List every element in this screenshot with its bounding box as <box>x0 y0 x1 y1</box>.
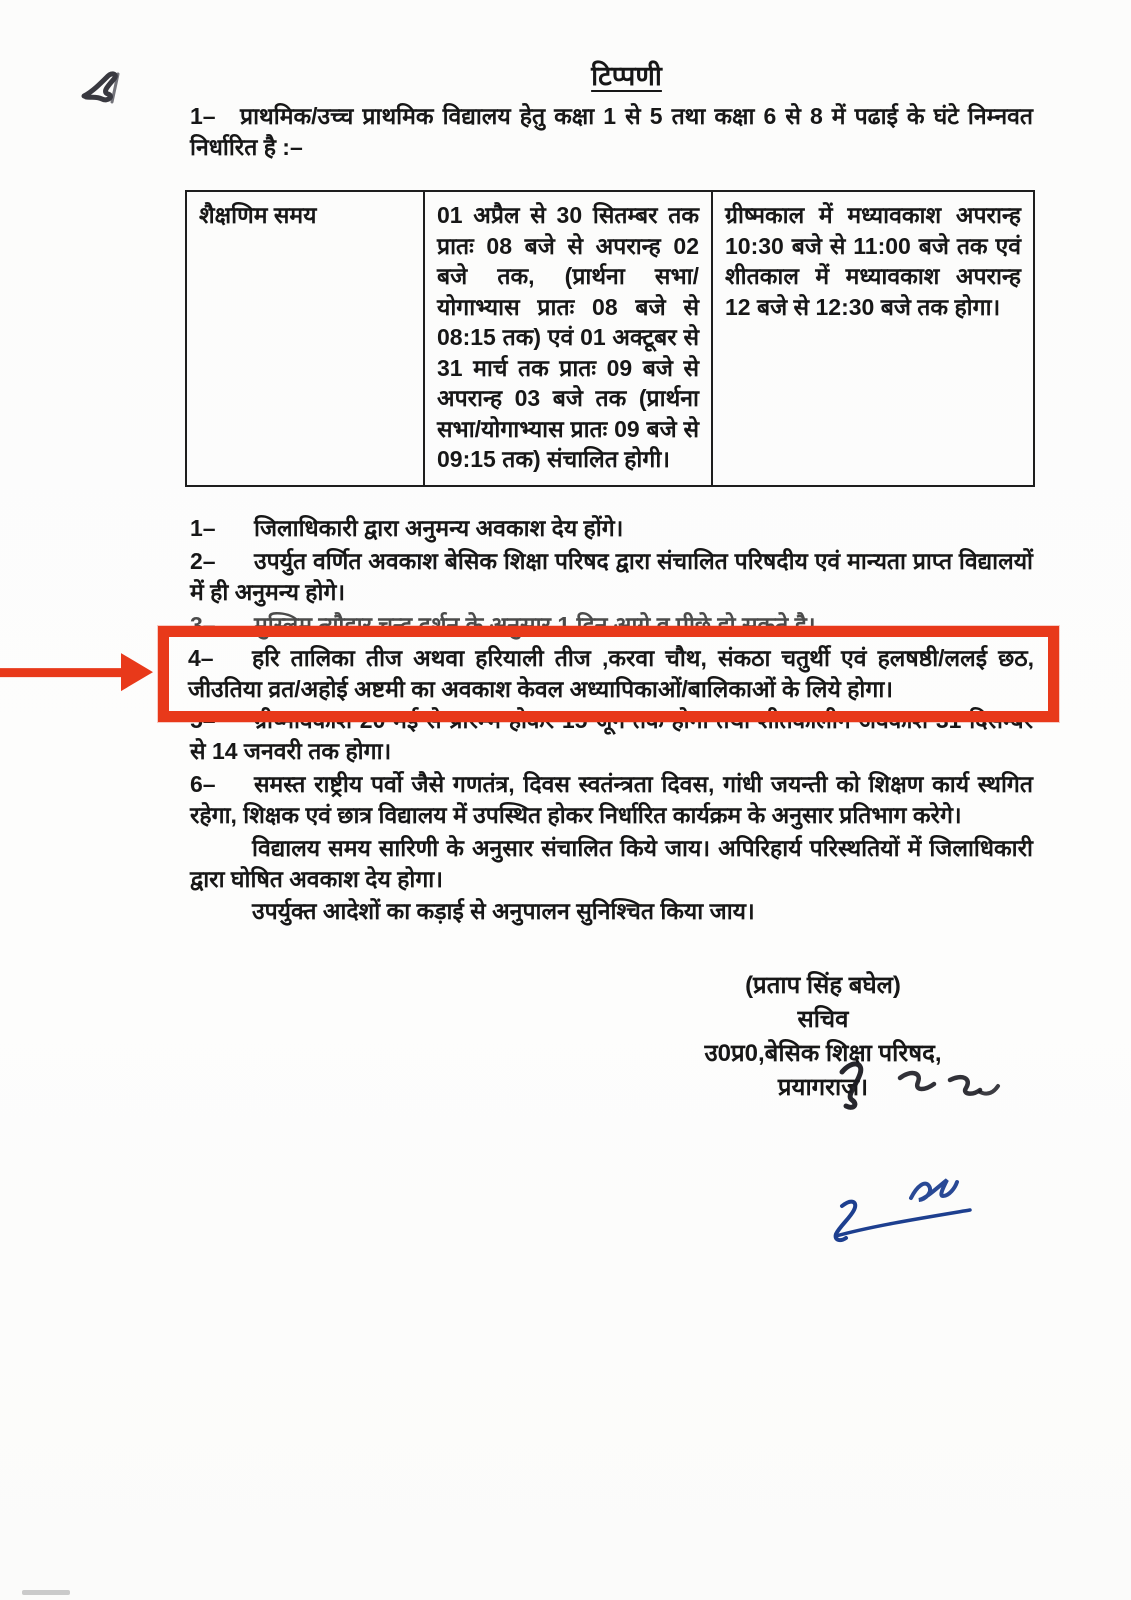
table-row <box>186 191 1034 486</box>
intro-text: प्राथमिक/उच्च प्राथमिक विद्यालय हेतु कक्षा 1 से 5 तथा कक्षा 6 से 8 में पढाई के घंटे निम्नवत निर्धारित है :– <box>190 103 1033 160</box>
red-highlight-box <box>158 626 1059 722</box>
signatory-title: सचिव <box>797 1005 849 1033</box>
note-6-number: 6– <box>190 770 216 797</box>
scan-smudge-bottom-left <box>22 1586 82 1598</box>
note-5-number: 5– <box>190 706 216 733</box>
note-3-text: मुस्लिम त्यौहार चन्द दर्शन के अनुसार 1 दिन आगे व पीछे हो सकते है। <box>254 611 816 638</box>
note-6-text: समस्त राष्ट्रीय पर्वो जैसे गणतंत्र, दिवस स्वतंन्त्रता दिवस, गांधी जयन्ती को शिक्षण कार्य स्थगित रहेगा, शिक्षक एवं छात्र विद्यालय में उपस्थित होकर निर्धारित कार्यक्रम के अनुसार प्रतिभाग करेगे। <box>190 770 1033 828</box>
signatory-organization: उ0प्र0,बेसिक शिक्षा परिषद, <box>704 1039 942 1067</box>
note-4-text: हरि तालिका तीज अथवा हरियाली तीज ,करवा चौथ, संकठा चतुर्थी एवं हलषष्ठी/ललई छठ, जीउतिया व्रत/अहोई अष्टमी का अवकाश केवल अध्यापिकाओं/बालिकाओं के लिये होगा। <box>188 644 1034 702</box>
closing-paragraph-2: उपर्युक्त आदेशों का कड़ाई से अनुपालन सुनिश्चित किया जाय। <box>252 897 755 924</box>
closing-paragraph-1: विद्यालय समय सारिणी के अनुसार संचालित किये जाय। अपिरिहार्य परिस्थतियों में जिलाधिकारी द्वारा घोषित अवकाश देय होगा। <box>190 834 1033 892</box>
cell-breaks: ग्रीष्मकाल में मध्यावकाश अपरान्ह 10:30 बजे से 11:00 बजे तक एवं शीतकाल में मध्यावकाश अपरान्ह 12 बजे से 12:30 बजे तक होगा। <box>712 191 1034 486</box>
note-3-number: 3– <box>190 611 216 638</box>
note-2-number: 2– <box>190 547 216 574</box>
note-1-number: 1– <box>190 514 216 541</box>
note-4-highlighted <box>188 643 1034 705</box>
intro-paragraph <box>190 101 1033 163</box>
cell-timing: 01 अप्रैल से 30 सितम्बर तक प्रातः 08 बजे से अपरान्ह 02 बजे तक, (प्रार्थना सभा/योगाभ्यास प्रातः 08 बजे से 08:15 तक) एवं 01 अक्टूबर से 31 मार्च तक प्रातः 09 बजे से अपरान्ह 03 बजे तक (प्रार्थना सभा/योगाभ्यास प्रातः 09 बजे से 09:15 तक) संचालित होगी। <box>424 191 712 486</box>
signatory-name: (प्रताप सिंह बघेल) <box>745 971 901 999</box>
signature-block <box>613 969 1033 1105</box>
note-6 <box>190 769 1033 831</box>
schedule-table-wrap <box>185 190 1033 487</box>
blue-signature-flourish <box>812 1192 982 1250</box>
note-1-text: जिलाधिकारी द्वारा अनुमन्य अवकाश देय होंगे। <box>254 514 624 541</box>
signatory-place: प्रयागराज। <box>777 1073 869 1101</box>
note-4-number: 4– <box>188 644 214 671</box>
pen-scribble-top-left <box>78 62 136 114</box>
red-arrow <box>0 653 158 691</box>
schedule-table <box>185 190 1035 487</box>
note-5-text: ग्रीष्मावकाश 20 मई से प्रारम्भ होकर 15 जून तक होगा तथा शीतकालीन अवकाश 31 दिसम्बर से 14 जनवरी तक होगा। <box>190 706 1033 764</box>
red-arrow-shaft <box>0 668 125 677</box>
red-arrow-head <box>121 653 153 691</box>
document-title: टिप्पणी <box>591 61 662 91</box>
note-2 <box>190 546 1033 608</box>
intro-number: 1– <box>190 103 216 129</box>
document-body <box>190 56 1033 1105</box>
note-2-text: उपर्युत वर्णित अवकाश बेसिक शिक्षा परिषद द्वारा संचालित परिषदीय एवं मान्यता प्राप्त विद्यालयों में ही अनुमन्य होगे। <box>190 547 1033 605</box>
blue-ink-mark <box>905 1172 961 1208</box>
note-1 <box>190 513 1033 544</box>
cell-label: शैक्षणिम समय <box>186 191 424 486</box>
